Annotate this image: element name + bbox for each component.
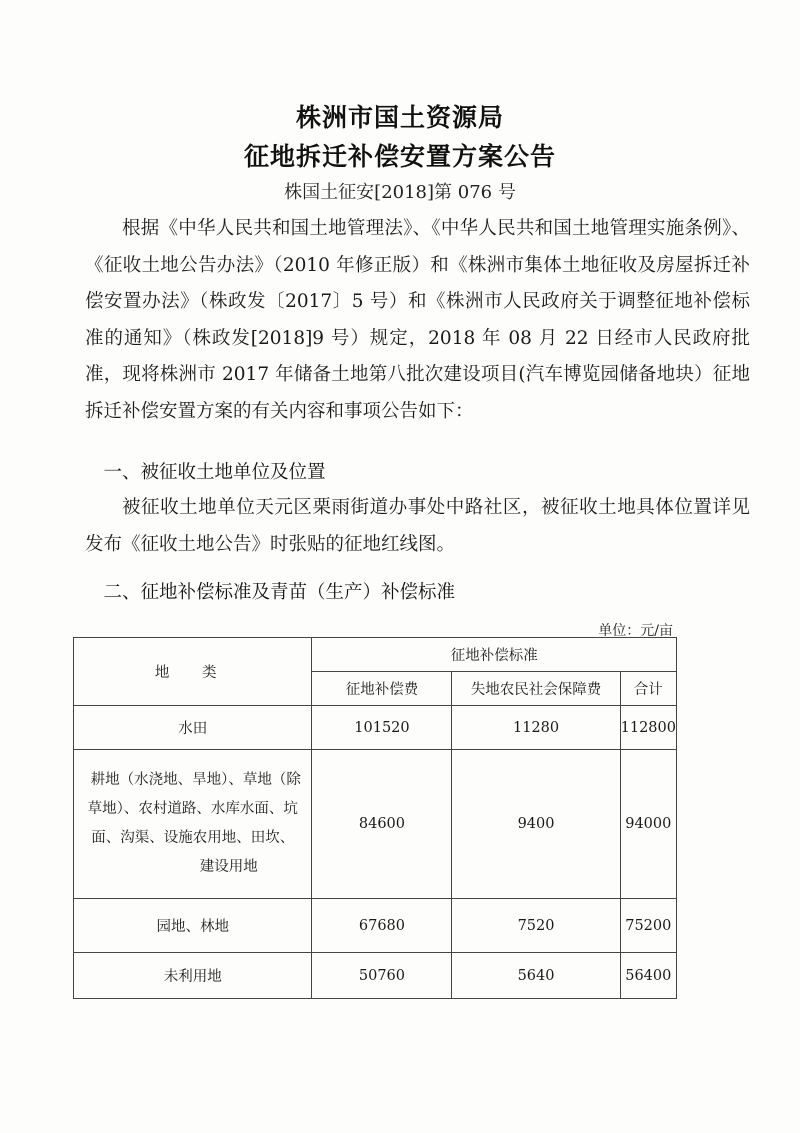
cell-total: 75200 [620, 899, 676, 953]
header-compensation-fee: 征地补偿费 [312, 672, 452, 706]
document-title: 征地拆迁补偿安置方案公告 [243, 142, 556, 171]
table-header-row [74, 638, 677, 672]
intro-paragraph: 根据《中华人民共和国土地管理法》、《中华人民共和国土地管理实施条例》、《征收土地公告办法》（2010 年修正版）和《株洲市集体土地征收及房屋拆迁补偿安置办法》（株政发〔2017〕5 号）和《株洲市人民政府关于调整征地补偿标准的通知》（株政发[2018]9 号）规定，2018 年 08 月 22 日经市人民政府批准，现将株洲市 2017 年储备土地第八批次建设项目(汽车博览园储备地块）征地拆迁补偿安置方案的有关内容和事项公告如下： [85, 218, 750, 422]
cell-total: 56400 [620, 953, 676, 999]
cell-land-type: 水田 [74, 706, 312, 750]
unit-note: 单位：元/亩 [598, 623, 673, 639]
compensation-table [73, 637, 677, 999]
cell-security: 11280 [452, 706, 620, 750]
section2-heading: 二、征地补偿标准及青苗（生产）补偿标准 [103, 582, 456, 603]
issuer-title: 株洲市国土资源局 [295, 103, 504, 132]
cell-security: 9400 [452, 750, 620, 899]
cell-land-type: 园地、林地 [74, 899, 312, 953]
cell-comp: 67680 [312, 899, 452, 953]
cell-security: 5640 [452, 953, 620, 999]
cell-land-type: 未利用地 [74, 953, 312, 999]
table-row [74, 750, 677, 899]
cell-total: 94000 [620, 750, 676, 899]
table-row [74, 899, 677, 953]
cell-comp: 50760 [312, 953, 452, 999]
cell-total: 112800 [620, 706, 676, 750]
header-land-type: 地 类 [74, 638, 312, 706]
header-compensation-standard: 征地补偿标准 [312, 638, 677, 672]
table-row [74, 953, 677, 999]
header-social-security-fee: 失地农民社会保障费 [452, 672, 620, 706]
header-total: 合计 [620, 672, 676, 706]
document-number: 株国土征安[2018]第 076 号 [284, 182, 516, 203]
cell-land-type: 耕地（水浇地、旱地）、草地（除 草地）、农村道路、水库水面、坑 面、沟渠、设施农用地、田坎、 建设用地 [74, 750, 312, 899]
cell-security: 7520 [452, 899, 620, 953]
table-row [74, 706, 677, 750]
section1-paragraph: 被征收土地单位天元区栗雨街道办事处中路社区，被征收土地具体位置详见发布《征收土地公告》时张贴的征地红线图。 [85, 497, 750, 555]
cell-comp: 84600 [312, 750, 452, 899]
cell-comp: 101520 [312, 706, 452, 750]
section1-heading: 一、被征收土地单位及位置 [103, 462, 326, 483]
